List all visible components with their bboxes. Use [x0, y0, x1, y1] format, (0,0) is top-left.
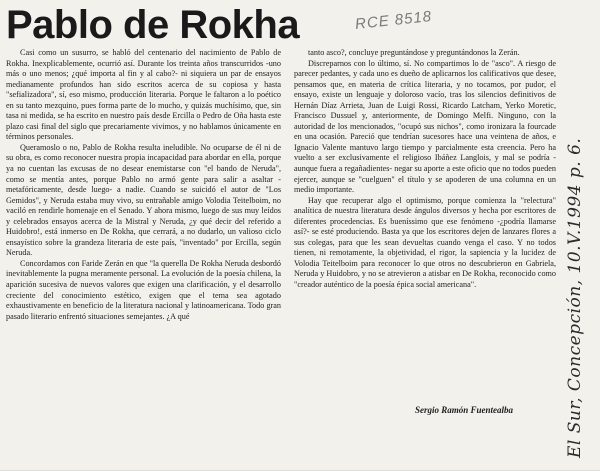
author-signature: Sergio Ramón Fuentealba: [415, 405, 514, 415]
paragraph: Discreparnos con lo último, sí. No compartimos lo de "asco". A riesgo de parecer pedantes, y cada uno es dueño de aplicarnos los calificativos que desee, pensamos que, en materia de crítica literaria, y no tocamos, por pudor, el ensayo, existe un lenguaje y doloroso vacío, tras los silencios definitivos de Hernán Díaz Arrieta, Juan de Luigi Rossi, Ricardo Latcham, Yerko Moretic, Francisco Dussuel y, anteriormente, de Domingo Melfi. Ninguno, con la autoridad de los mencionados, "ocupó sus nichos", como ironizara la fourcade en una ocasión. Pareció que tendrían sucesores hace una veintena de años, e Ignacio Valente mantuvo largo tiempo y parcialmente esta creencia. Pero ha vuelto a ser exclusivamente el religioso Ibáñez Langlois, y mal se podría -aunque fuera a regañadientes- negar su aporte a este oficio que no todos pueden ejercer, aunque se "cuelguen" el título y se apoderen de una columna en un medio importante.: [294, 58, 556, 195]
article-column-2: [294, 48, 556, 408]
paragraph: Concordamos con Faride Zerán en que "la querella De Rokha Neruda desbordó inevitablemente la pugna meramente personal. La evolución de la poesía chilena, la aparición sucesiva de nuevos valores que exigen una clarificación, y el desarrollo creciente del conocimiento estético, exigen que el tema sea agotado exhaustivamente en beneficio de la literatura nacional y latinoamericana. Todo gran pasado literario enfrentó situaciones semejantes. ¿A qué: [6, 258, 281, 321]
paragraph: Queramoslo o no, Pablo de Rokha resulta ineludible. No ocuparse de él ni de su obra, es como reconocer nuestra propia incapacidad para abordar en ella, porque ya no cuentan las excusas de no desear enemistarse con "el bando de Neruda", como se mentía antes, porque Pablo no armó gente para salir a asaltar -metafóricamente, desde luego- a nadie. Cuando se suicidó el autor de "Los Gemidos", y Neruda estaba muy vivo, su entrañable amigo Volodia Teitelboim, no vaciló en rendirle homenaje en el Senado. Y ahora mismo, luego de sus muy leídos y celebrados ensayos acerca de la Mistral y Neruda, ¿y qué decir del referido a Huidobro!, está inmerso en De Rokha, que cerrará, a no dudarlo, un valioso ciclo ensayístico sobre la grandeza literaria de este país, "inventado" por Ercilla, según Neruda.: [6, 142, 281, 258]
handwritten-source-note: El Sur, Concepción, 10.V.1994 p. 6.: [565, 137, 585, 458]
article-title: Pablo de Rokha: [6, 3, 300, 47]
paragraph: tanto asco?, concluye preguntándose y preguntándonos la Zerán.: [308, 48, 520, 57]
paragraph: Hay que recuperar algo el optimismo, porque comienza la "relectura" analítica de nuestra literatura desde ángulos diversos y hecha por escritores de diferentes procedencias. Es bueníssimo que ese fenómeno -¿podría llamarse así?- se esté produciendo. Basta ya que los escritores dejen de lanzares flores a sus colegas, para que les sean devueltas cuando venga el caso. Y no todos tienen, ni remotamente, la objetividad, el rigor, la sapiencia y la lucidez de Volodia Teitelboim para reconocer lo que otros no descubrieron en Gabriela, Neruda y Huidobro, y no se atrevieron a atisbar en De Rokha, reconocido como "creador auténtico de la poesía épica social americana".: [294, 195, 556, 290]
paragraph: Casi como un susurro, se habló del centenario del nacimiento de Pablo de Rokha. Inexplicablemente, ocurrió así. Durante los treinta años transcurridos -uno más o uno menos; ¿qué importa al fin y al cabo?- ni siquiera un par de ensayos medianamente profundos han sido escritos acerca de su copiosa y hasta "sefializadora", sí, eso mismo, producción literaria. Porque le faltaron a lo poético en su tanto mezquino, pues forma parte de lo mucho, y quizás muchísimo, que, sin tasa ni medida, se ha escrito en nuestro país desde Ercilla o Pedro de Oña hasta este plazo casi final del siglo que precariamente vivimos, y no hablamos únicamente en términos personales.: [6, 48, 281, 142]
archive-stamp: RCE 8518: [354, 8, 433, 33]
article-column-1: [6, 48, 281, 466]
